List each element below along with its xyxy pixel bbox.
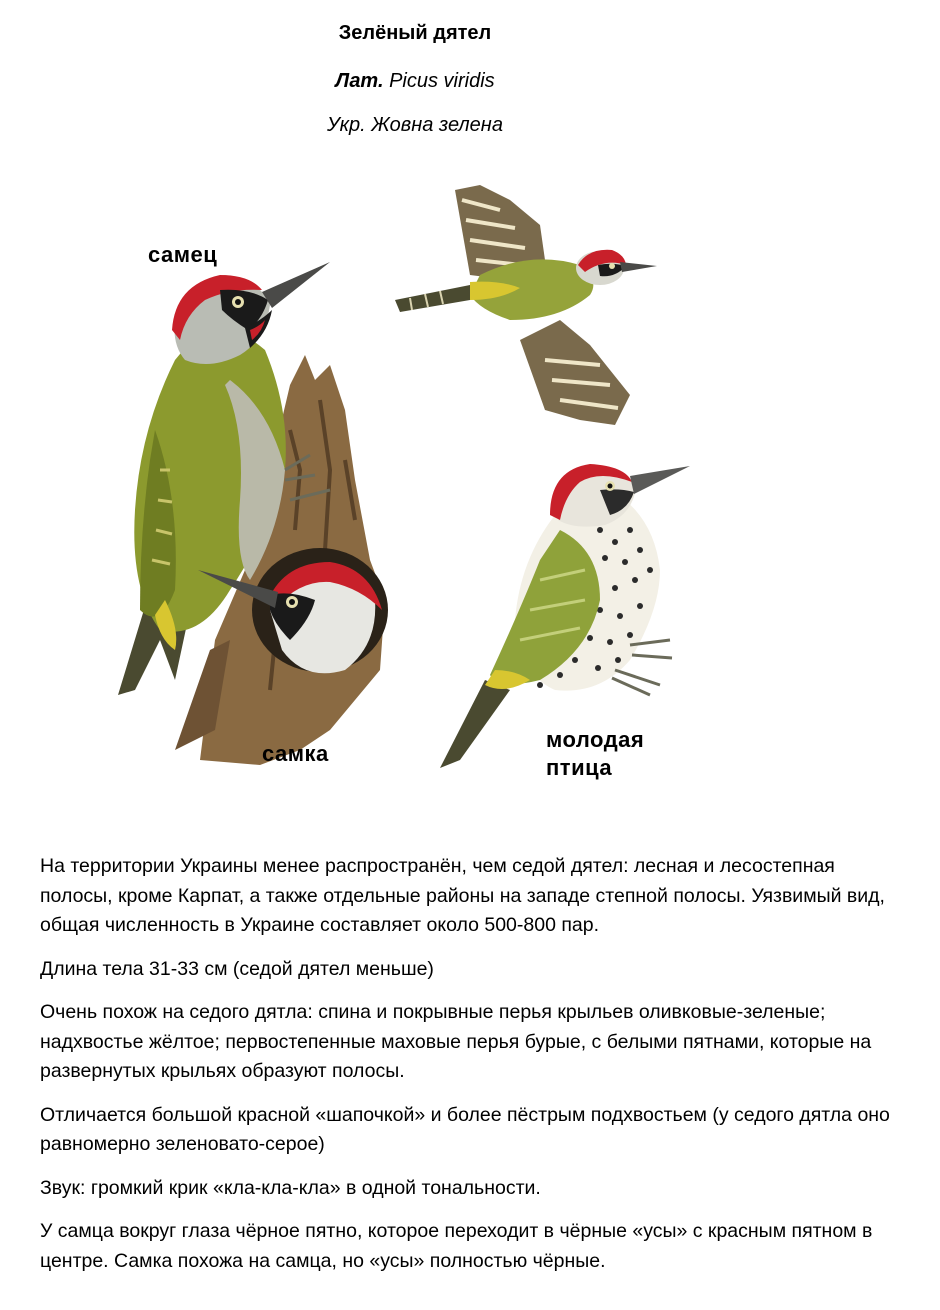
label-female: самка	[262, 741, 329, 766]
paragraph-sound: Звук: громкий крик «кла-кла-кла» в одной тональности.	[40, 1176, 541, 1199]
label-young-line2: птица	[546, 755, 613, 780]
paragraph-distribution: На территории Украины менее распространён, чем седой дятел: лесная и лесостепная полосы, кроме Карпат, а также отдельные районы на западе степной полосы. Уязвимый вид, общая численность в Украине составляет около 500-800 пар.	[40, 855, 885, 936]
paragraph-appearance: Очень похож на седого дятла: спина и покрывные перья крыльев оливковые-зеленые; надхвостье жёлтое; первостепенные маховые перья бурые, с белыми пятнами, которые на развернутых крыльях образуют полосы.	[40, 1001, 872, 1082]
young-woodpecker	[440, 464, 690, 768]
ukrainian-name: Укр. Жовна зелена	[327, 114, 503, 136]
latin-name: Picus viridis	[389, 70, 495, 92]
page-title: Зелёный дятел	[338, 22, 492, 44]
label-male: самец	[148, 242, 218, 267]
description-text	[40, 852, 910, 1290]
latin-name-line	[0, 70, 830, 93]
paragraph-sex-differences: У самца вокруг глаза чёрное пятно, которое переходит в чёрные «усы» с красным пятном в центре. Самка похожа на самца, но «усы» полностью чёрные.	[40, 1220, 873, 1272]
paragraph-distinction: Отличается большой красной «шапочкой» и более пёстрым подхвостьем (у седого дятла оно равномерно зеленовато-серое)	[40, 1103, 890, 1155]
flying-woodpecker	[395, 185, 657, 425]
label-young	[546, 726, 644, 782]
woodpecker-illustration	[0, 170, 940, 810]
latin-prefix: Лат.	[335, 70, 384, 92]
label-young-line1: молодая	[546, 727, 645, 752]
paragraph-length: Длина тела 31-33 см (седой дятел меньше)	[40, 957, 434, 980]
